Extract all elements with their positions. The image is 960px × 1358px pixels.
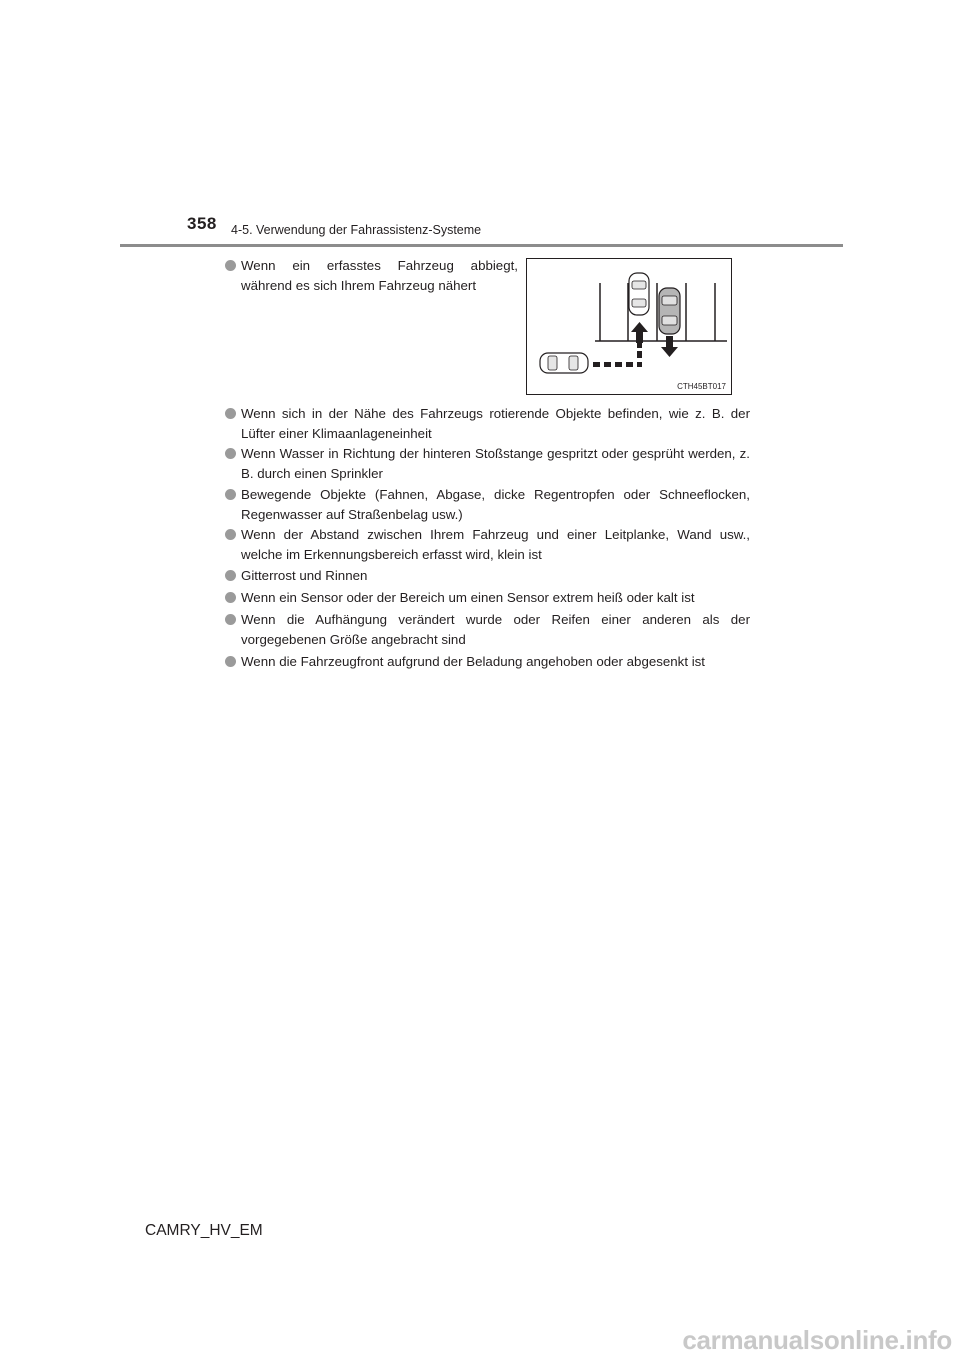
bullet-item — [225, 404, 750, 444]
bullet-icon — [225, 489, 236, 500]
bullet-icon — [225, 592, 236, 603]
header-divider — [120, 244, 843, 247]
watermark: carmanualsonline.info — [682, 1325, 952, 1355]
parking-diagram — [527, 259, 731, 394]
car-leaving-icon — [629, 273, 649, 315]
bullet-text: Wenn die Aufhängung verändert wurde oder Reifen einer anderen als der vorgegebenen Größe angebracht sind — [241, 612, 750, 647]
bullet-item — [225, 566, 750, 586]
bullet-item — [225, 588, 750, 608]
bullet-text: Wenn die Fahrzeugfront aufgrund der Beladung angehoben oder abgesenkt ist — [241, 654, 706, 669]
bullet-text: Wenn ein erfasstes Fahrzeug abbiegt, während es sich Ihrem Fahrzeug nähert — [241, 258, 518, 293]
bullet-text: Wenn der Abstand zwischen Ihrem Fahrzeug und einer Leitplanke, Wand usw., welche im Erkennungsbereich erfasst wird, klein ist — [241, 527, 750, 562]
bullet-icon — [225, 529, 236, 540]
arrow-up-icon — [631, 322, 648, 343]
section-title: 4-5. Verwendung der Fahrassistenz-Systeme — [231, 223, 482, 237]
document-code: CAMRY_HV_EM — [145, 1222, 263, 1239]
arrow-down-icon — [661, 336, 678, 357]
bullet-item — [225, 652, 750, 672]
bullet-item — [225, 610, 750, 650]
page-number: 358 — [187, 214, 217, 233]
bullet-item — [225, 485, 750, 525]
bullet-icon — [225, 570, 236, 581]
approaching-car-icon — [659, 288, 680, 334]
dashed-path — [593, 343, 642, 367]
own-car-icon — [540, 353, 588, 373]
parking-illustration — [526, 258, 732, 395]
bullet-item — [225, 525, 750, 565]
bullet-text: Wenn ein Sensor oder der Bereich um einen Sensor extrem heiß oder kalt ist — [241, 590, 695, 605]
bullet-text: Wenn sich in der Nähe des Fahrzeugs rotierende Objekte befinden, wie z. B. der Lüfter einer Klimaanlageneinheit — [241, 406, 750, 441]
bullet-icon — [225, 408, 236, 419]
figure-code: CTH45BT017 — [677, 382, 726, 391]
bullet-text: Bewegende Objekte (Fahnen, Abgase, dicke Regentropfen oder Schneeflocken, Regenwasser auf Straßenbelag usw.) — [241, 487, 750, 522]
bullet-item — [225, 256, 518, 296]
bullet-item — [225, 444, 750, 484]
bullet-icon — [225, 260, 236, 271]
bullet-text: Gitterrost und Rinnen — [241, 568, 368, 583]
bullet-icon — [225, 656, 236, 667]
bullet-icon — [225, 448, 236, 459]
bullet-text: Wenn Wasser in Richtung der hinteren Stoßstange gespritzt oder gesprüht werden, z. B. durch einen Sprinkler — [241, 446, 750, 481]
bullet-icon — [225, 614, 236, 625]
